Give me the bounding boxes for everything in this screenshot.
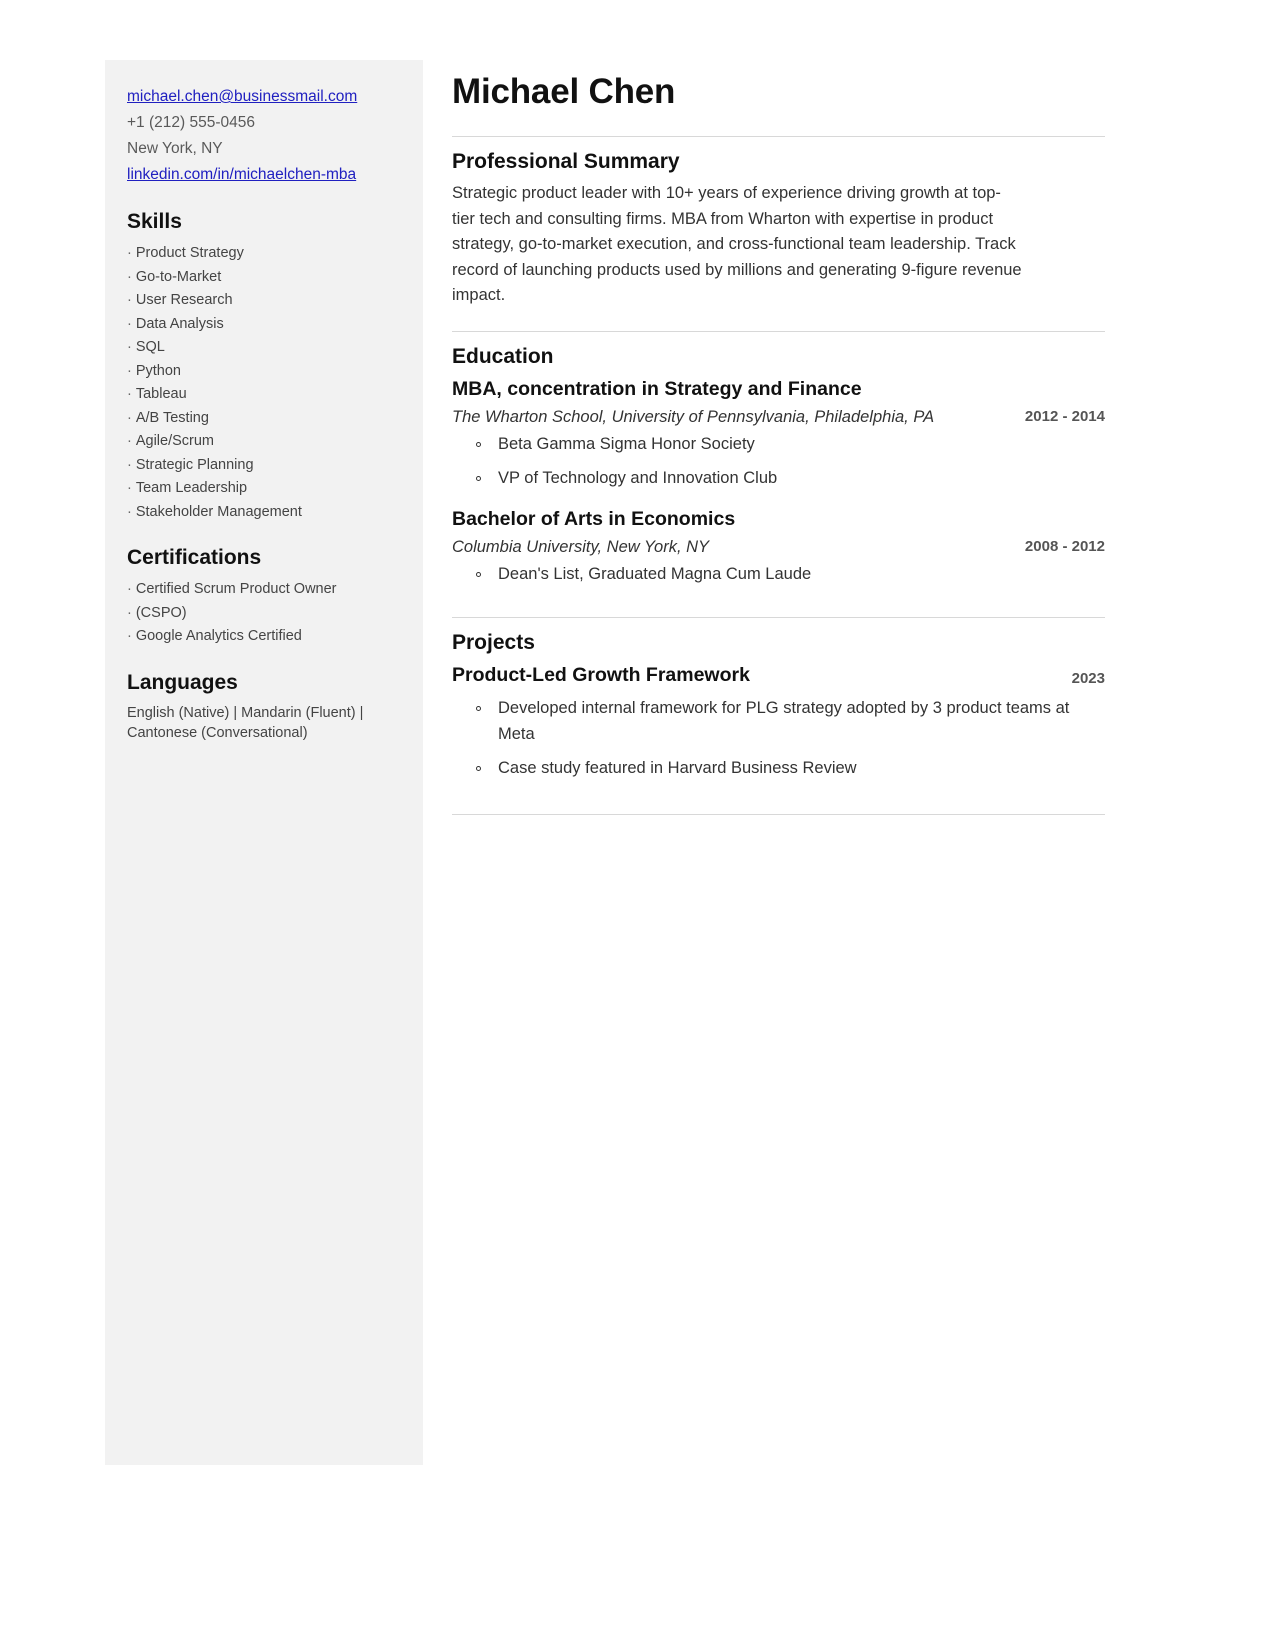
list-item [127,242,401,266]
skill-label: Agile/Scrum [135,433,215,449]
certification-label: (CSPO) [135,604,187,621]
projects-heading: Projects [452,631,535,654]
project-entry [452,662,1105,782]
bullet-marker-icon: · [127,315,132,332]
bullet-marker-icon: · [127,362,132,379]
education-entry [452,376,1105,492]
list-item [127,625,401,649]
education-bullets [452,562,1105,588]
sidebar [105,60,423,1465]
bullet-marker-icon: · [127,604,132,621]
languages-heading: Languages [127,670,238,694]
bullet-marker-icon: · [127,268,132,285]
skill-label: Data Analysis [135,315,224,332]
bullet-marker-icon: · [127,503,132,520]
skill-label: Python [135,362,181,379]
education-entry [452,506,1105,588]
certifications-heading: Certifications [127,546,262,569]
list-item [127,383,401,407]
education-bullets [452,432,1105,492]
list-item: VP of Technology and Innovation Club [474,466,1105,492]
list-item [127,501,401,525]
linkedin-link[interactable]: linkedin.com/in/michaelchen-mba [127,166,357,183]
section-projects [452,630,1105,782]
list-item [127,336,401,360]
bullet-marker-icon: · [127,628,132,644]
skill-label: Strategic Planning [135,456,254,473]
certification-label: Google Analytics Certified [135,628,302,644]
bullet-marker-icon: · [127,433,132,449]
page-title: Michael Chen [452,72,676,111]
list-item [127,602,401,626]
certification-label: Certified Scrum Product Owner [135,581,337,597]
section-education [452,344,1105,588]
summary-text: Strategic product leader with 10+ years of experience driving growth at top-tier tech and consulting firms. MBA from Wharton with expertise in product strategy, go-to-market execution, and cross-functional team leadership. Track record of launching products used by millions and generating 9-figure revenue impact. [452,184,1022,304]
education-heading: Education [452,344,554,368]
bullet-marker-icon: · [127,386,132,402]
date-range: 2023 [1071,670,1105,687]
section-divider [452,617,1105,618]
list-item [127,313,401,337]
skill-label: A/B Testing [135,409,209,426]
skill-label: Team Leadership [135,480,248,496]
skill-label: Tableau [135,386,187,402]
bullet-marker-icon: · [127,409,132,426]
degree-title: Bachelor of Arts in Economics [452,507,736,530]
project-title: Product-Led Growth Framework [452,664,750,686]
section-divider [452,814,1105,815]
bullet-marker-icon: · [127,456,132,473]
institution-line [452,404,1105,430]
list-item [127,360,401,384]
list-item [127,454,401,478]
list-item [127,477,401,501]
list-item: Dean's List, Graduated Magna Cum Laude [474,562,1105,588]
skill-label: Product Strategy [135,245,244,261]
bullet-marker-icon: · [127,292,132,308]
bullet-marker-icon: · [127,480,132,496]
skill-label: Go-to-Market [135,268,222,285]
institution-line [452,534,1105,560]
languages-text: English (Native) | Mandarin (Fluent) | Cantonese (Conversational) [127,704,364,741]
section-divider [452,331,1105,332]
main-content [452,60,1105,827]
skill-label: SQL [135,339,165,355]
skills-heading: Skills [127,210,182,233]
bullet-marker-icon: · [127,339,132,355]
certifications-list [127,578,401,649]
skills-list [127,242,401,524]
list-item [127,430,401,454]
list-item [127,266,401,290]
section-professional-summary [452,149,1105,309]
section-divider [452,136,1105,137]
date-range: 2012 - 2014 [1024,407,1105,425]
bullet-marker-icon: · [127,581,132,597]
list-item [127,407,401,431]
email-link[interactable]: michael.chen@businessmail.com [127,88,358,105]
list-item: Developed internal framework for PLG strategy adopted by 3 product teams at Meta [474,696,1105,747]
summary-heading: Professional Summary [452,150,680,173]
bullet-marker-icon: · [127,245,132,261]
institution-name: The Wharton School, University of Pennsylvania, Philadelphia, PA [452,407,935,426]
date-range: 2008 - 2012 [1024,537,1105,555]
list-item: Beta Gamma Sigma Honor Society [474,432,1105,458]
degree-title: MBA, concentration in Strategy and Finance [452,377,862,400]
skill-label: Stakeholder Management [135,503,302,520]
phone-text: +1 (212) 555-0456 [127,114,255,131]
institution-name: Columbia University, New York, NY [452,537,710,556]
skill-label: User Research [135,292,233,308]
list-item [127,578,401,602]
project-bullets [452,696,1105,782]
list-item: Case study featured in Harvard Business Review [474,756,1105,782]
location-text: New York, NY [127,140,223,157]
list-item [127,289,401,313]
